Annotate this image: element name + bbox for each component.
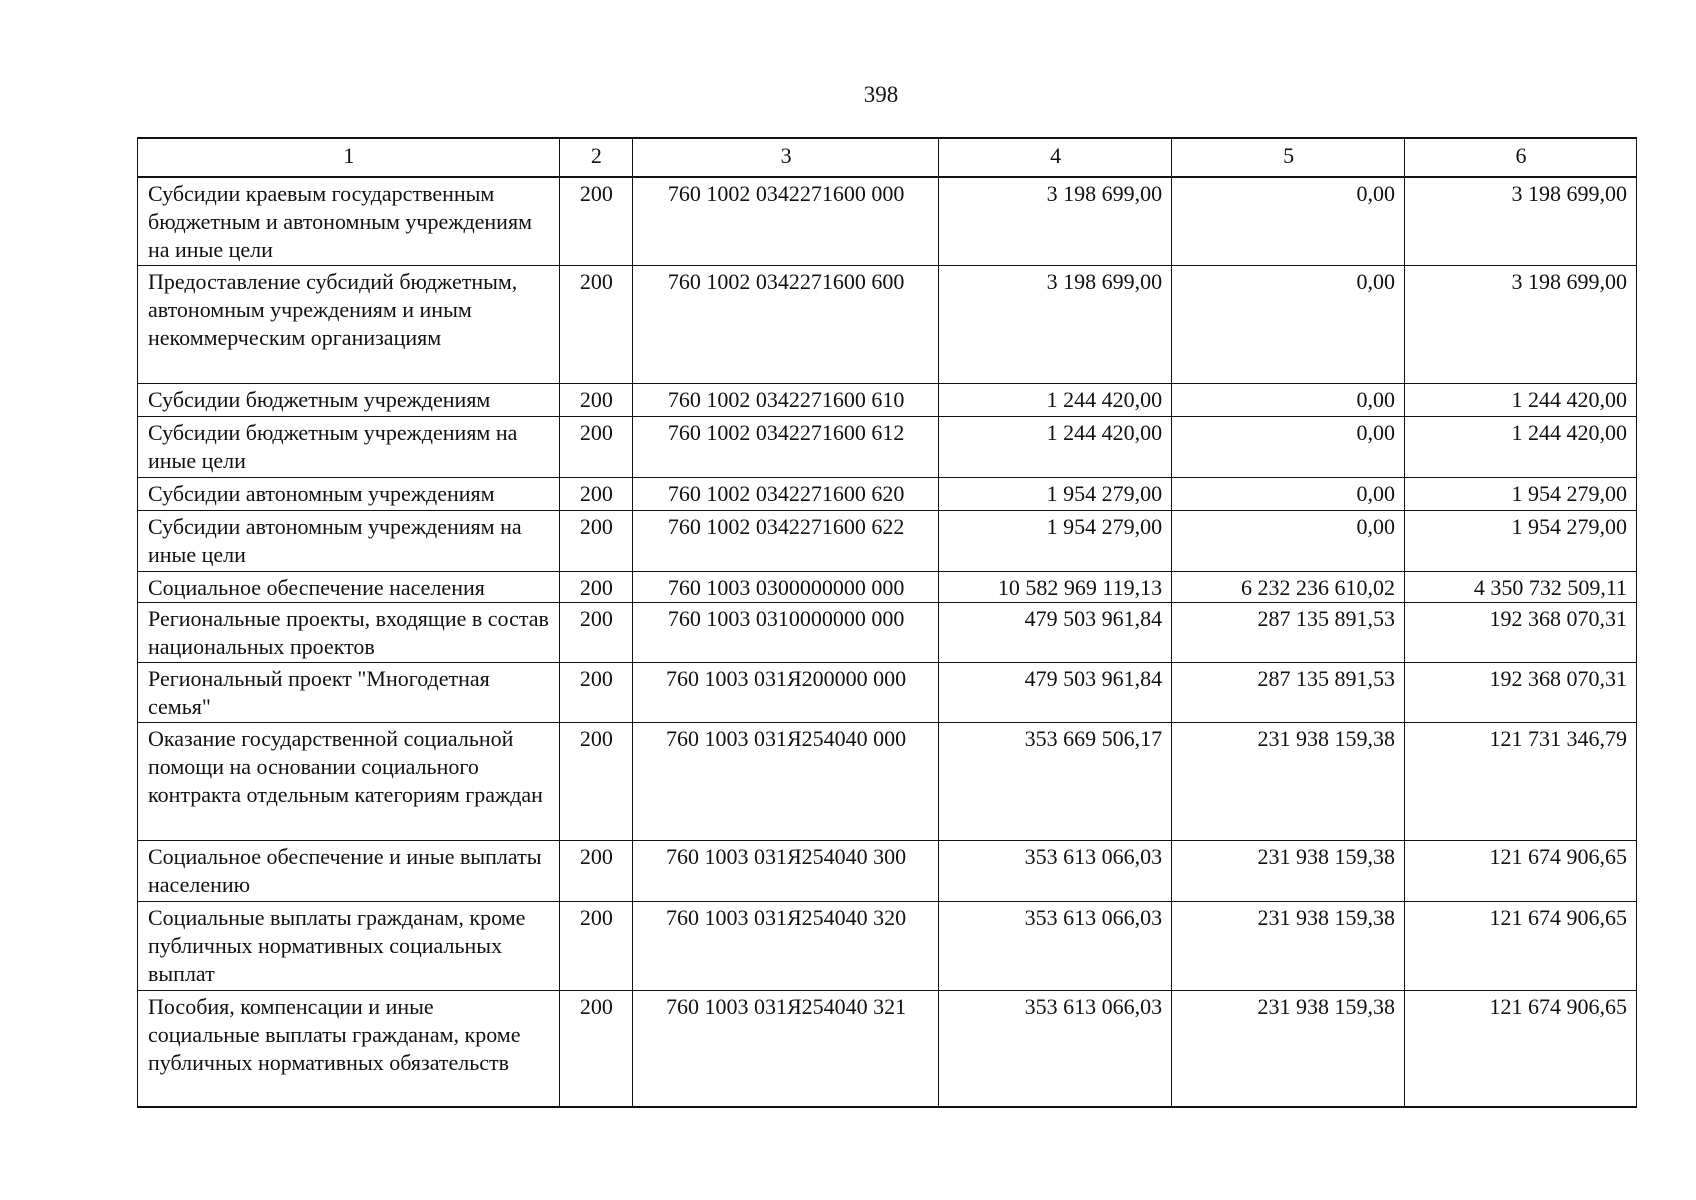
row-name: Субсидии автономным учреждениям на иные цели [138, 510, 560, 571]
row-code: 200 [559, 177, 632, 265]
row-budget-classification: 760 1003 031Я254040 320 [632, 901, 938, 990]
table-row [138, 901, 1637, 990]
row-budget-classification: 760 1002 0342271600 610 [632, 383, 938, 416]
row-value-col6: 192 368 070,31 [1405, 662, 1637, 722]
row-value-col6: 1 244 420,00 [1405, 383, 1637, 416]
table-row [138, 662, 1637, 722]
row-code: 200 [559, 416, 632, 477]
row-value-col4: 3 198 699,00 [939, 265, 1172, 383]
row-value-col6: 1 954 279,00 [1405, 477, 1637, 510]
column-header-2: 2 [559, 138, 632, 177]
row-value-col5: 0,00 [1172, 510, 1405, 571]
row-code: 200 [559, 383, 632, 416]
row-code: 200 [559, 602, 632, 662]
row-value-col5: 231 938 159,38 [1172, 901, 1405, 990]
column-header-3: 3 [632, 138, 938, 177]
row-name: Социальные выплаты гражданам, кроме публичных нормативных социальных выплат [138, 901, 560, 990]
row-name: Субсидии бюджетным учреждениям на иные цели [138, 416, 560, 477]
row-code: 200 [559, 265, 632, 383]
row-name: Пособия, компенсации и иные социальные выплаты гражданам, кроме публичных нормативных обязательств [138, 990, 560, 1107]
row-budget-classification: 760 1003 0300000000 000 [632, 571, 938, 602]
row-value-col4: 479 503 961,84 [939, 602, 1172, 662]
row-value-col4: 1 244 420,00 [939, 383, 1172, 416]
header-row [138, 138, 1637, 177]
column-header-6: 6 [1405, 138, 1637, 177]
table-row [138, 722, 1637, 840]
column-header-4: 4 [939, 138, 1172, 177]
row-code: 200 [559, 510, 632, 571]
row-value-col5: 0,00 [1172, 177, 1405, 265]
row-name: Региональные проекты, входящие в состав национальных проектов [138, 602, 560, 662]
row-value-col6: 121 674 906,65 [1405, 990, 1637, 1107]
row-name: Предоставление субсидий бюджетным, автономным учреждениям и иным некоммерческим организациям [138, 265, 560, 383]
table-row [138, 840, 1637, 901]
row-value-col5: 287 135 891,53 [1172, 662, 1405, 722]
table-row [138, 990, 1637, 1107]
table-row [138, 571, 1637, 602]
row-value-col6: 1 244 420,00 [1405, 416, 1637, 477]
row-value-col5: 231 938 159,38 [1172, 990, 1405, 1107]
column-header-5: 5 [1172, 138, 1405, 177]
row-value-col5: 0,00 [1172, 477, 1405, 510]
table-row [138, 416, 1637, 477]
table-row [138, 477, 1637, 510]
budget-table [137, 137, 1637, 1108]
row-value-col4: 353 613 066,03 [939, 901, 1172, 990]
row-budget-classification: 760 1002 0342271600 622 [632, 510, 938, 571]
row-value-col4: 1 244 420,00 [939, 416, 1172, 477]
row-name: Оказание государственной социальной помощи на основании социального контракта отдельным категориям граждан [138, 722, 560, 840]
row-value-col4: 353 613 066,03 [939, 840, 1172, 901]
row-name: Социальное обеспечение и иные выплаты населению [138, 840, 560, 901]
row-budget-classification: 760 1002 0342271600 000 [632, 177, 938, 265]
table-row [138, 510, 1637, 571]
row-budget-classification: 760 1003 031Я254040 321 [632, 990, 938, 1107]
row-code: 200 [559, 722, 632, 840]
row-value-col4: 353 669 506,17 [939, 722, 1172, 840]
row-value-col5: 0,00 [1172, 416, 1405, 477]
row-value-col5: 0,00 [1172, 265, 1405, 383]
row-value-col4: 1 954 279,00 [939, 477, 1172, 510]
row-value-col4: 10 582 969 119,13 [939, 571, 1172, 602]
row-value-col6: 121 674 906,65 [1405, 840, 1637, 901]
table-header [138, 138, 1637, 177]
row-value-col4: 479 503 961,84 [939, 662, 1172, 722]
row-code: 200 [559, 840, 632, 901]
table-body [138, 177, 1637, 1107]
row-budget-classification: 760 1002 0342271600 620 [632, 477, 938, 510]
row-code: 200 [559, 901, 632, 990]
row-value-col6: 121 731 346,79 [1405, 722, 1637, 840]
table-row [138, 177, 1637, 265]
row-budget-classification: 760 1002 0342271600 612 [632, 416, 938, 477]
row-code: 200 [559, 662, 632, 722]
row-value-col4: 1 954 279,00 [939, 510, 1172, 571]
page-number: 398 [863, 82, 899, 107]
row-value-col4: 3 198 699,00 [939, 177, 1172, 265]
row-value-col5: 287 135 891,53 [1172, 602, 1405, 662]
row-code: 200 [559, 571, 632, 602]
table-row [138, 602, 1637, 662]
row-name: Субсидии бюджетным учреждениям [138, 383, 560, 416]
row-value-col6: 1 954 279,00 [1405, 510, 1637, 571]
row-budget-classification: 760 1003 031Я200000 000 [632, 662, 938, 722]
row-value-col5: 0,00 [1172, 383, 1405, 416]
row-budget-classification: 760 1002 0342271600 600 [632, 265, 938, 383]
column-header-1: 1 [138, 138, 560, 177]
row-value-col6: 121 674 906,65 [1405, 901, 1637, 990]
row-name: Социальное обеспечение населения [138, 571, 560, 602]
row-value-col6: 4 350 732 509,11 [1405, 571, 1637, 602]
table-row [138, 383, 1637, 416]
row-value-col6: 3 198 699,00 [1405, 265, 1637, 383]
row-budget-classification: 760 1003 0310000000 000 [632, 602, 938, 662]
row-budget-classification: 760 1003 031Я254040 300 [632, 840, 938, 901]
row-value-col5: 6 232 236 610,02 [1172, 571, 1405, 602]
row-budget-classification: 760 1003 031Я254040 000 [632, 722, 938, 840]
row-code: 200 [559, 990, 632, 1107]
row-name: Региональный проект "Многодетная семья" [138, 662, 560, 722]
row-code: 200 [559, 477, 632, 510]
row-value-col6: 192 368 070,31 [1405, 602, 1637, 662]
table-row [138, 265, 1637, 383]
row-value-col4: 353 613 066,03 [939, 990, 1172, 1107]
row-name: Субсидии автономным учреждениям [138, 477, 560, 510]
row-value-col6: 3 198 699,00 [1405, 177, 1637, 265]
row-value-col5: 231 938 159,38 [1172, 722, 1405, 840]
row-name: Субсидии краевым государственным бюджетным и автономным учреждениям на иные цели [138, 177, 560, 265]
row-value-col5: 231 938 159,38 [1172, 840, 1405, 901]
